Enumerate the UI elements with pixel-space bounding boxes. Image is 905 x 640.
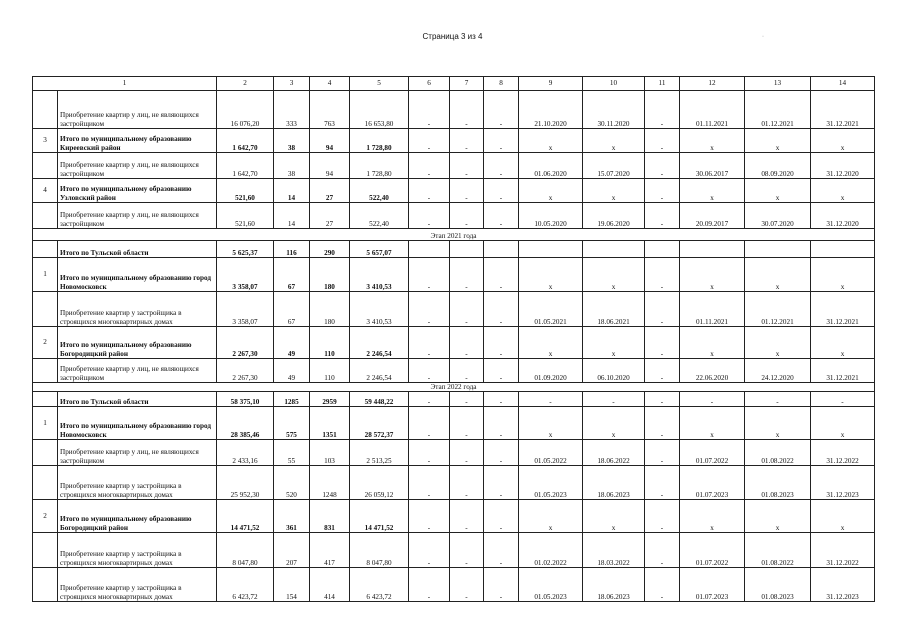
table-row [33,292,875,327]
table-cell: 01.07.2023 [680,568,745,602]
table-cell: - [409,153,450,179]
table-cell: 1248 [310,466,350,500]
row-description: Итого по муниципальному образованию Киреевский район [58,129,217,153]
table-cell: 94 [310,153,350,179]
table-cell: 31.12.2023 [811,568,875,602]
table-cell: x [745,327,811,359]
table-cell: - [645,533,680,568]
column-header: 2 [217,77,274,91]
page-header: Страница 3 из 4 [422,32,483,41]
table-row [33,203,875,229]
row-index: 1 [33,258,58,292]
column-header: 1 [33,77,217,91]
row-index: 3 [33,129,58,153]
table-cell: - [450,392,484,407]
table-cell: 31.12.2021 [811,359,875,383]
row-description: Приобретение квартир у лиц, не являющихся застройщиком [58,359,217,383]
table-cell: 01.05.2021 [519,292,583,327]
row-index [33,359,58,383]
table-cell: - [645,179,680,203]
table-cell: 8 047,80 [217,533,274,568]
table-cell: - [409,533,450,568]
table-cell: 49 [274,327,310,359]
table-cell: 01.05.2023 [519,568,583,602]
table-cell: 18.03.2022 [583,533,645,568]
row-index [33,392,58,407]
row-description: Итого по Тульской области [58,392,217,407]
table-cell: - [484,327,519,359]
table-cell: 67 [274,258,310,292]
row-index [33,292,58,327]
table-cell: 01.05.2023 [519,466,583,500]
table-cell: - [409,440,450,466]
row-description: Приобретение квартир у лиц, не являющихся застройщиком [58,153,217,179]
table-cell: - [450,91,484,129]
table-cell: 28 572,37 [350,407,409,440]
table-cell: - [484,203,519,229]
table-cell: - [484,500,519,533]
table-cell: 417 [310,533,350,568]
column-header: 10 [583,77,645,91]
row-description: Приобретение квартир у лиц, не являющихся застройщиком [58,203,217,229]
table-row [33,440,875,466]
table-cell [680,241,745,258]
table-cell: - [583,392,645,407]
table-cell: 26 059,12 [350,466,409,500]
table-cell: 01.09.2020 [519,359,583,383]
table-cell: - [409,129,450,153]
table-cell: - [484,292,519,327]
table-cell: - [645,91,680,129]
table-row [33,359,875,383]
table-cell: - [409,327,450,359]
table-cell: 27 [310,203,350,229]
column-header: 4 [310,77,350,91]
table-cell: 01.12.2021 [745,91,811,129]
table-cell: x [811,327,875,359]
table-cell: x [583,500,645,533]
table-cell: - [645,129,680,153]
table-cell: - [409,392,450,407]
table-cell: 31.12.2020 [811,203,875,229]
table-cell: x [680,179,745,203]
table-cell: - [409,407,450,440]
table-cell [745,241,811,258]
page-mark: · [762,34,764,40]
table-cell: - [645,568,680,602]
table-row [33,179,875,203]
row-description: Итого по муниципальному образованию Богородицкий район [58,327,217,359]
table-cell: - [484,407,519,440]
table-cell: - [450,292,484,327]
table-cell: 31.12.2022 [811,533,875,568]
table-cell: - [484,466,519,500]
table-cell: x [745,258,811,292]
table-cell: - [450,440,484,466]
table-cell [484,241,519,258]
table-row [33,500,875,533]
table-cell: 361 [274,500,310,533]
table-cell: 01.08.2022 [745,533,811,568]
table-cell: 14 471,52 [217,500,274,533]
row-description: Приобретение квартир у застройщика в строящихся многоквартирных домах [58,533,217,568]
table-cell [583,241,645,258]
stage-row [33,383,875,392]
table-cell: 522,40 [350,179,409,203]
table-cell: 5 625,37 [217,241,274,258]
table-cell: 31.12.2023 [811,466,875,500]
row-index [33,568,58,602]
table-row [33,241,875,258]
row-description: Приобретение квартир у застройщика в строящихся многоквартирных домах [58,466,217,500]
row-index [33,91,58,129]
table-cell: 575 [274,407,310,440]
table-cell [519,241,583,258]
table-cell: - [484,440,519,466]
row-index: 1 [33,407,58,440]
table-cell: 16 653,80 [350,91,409,129]
table-cell: 18.06.2023 [583,568,645,602]
row-description: Приобретение квартир у застройщика в строящихся многоквартирных домах [58,292,217,327]
table-cell: 10.05.2020 [519,203,583,229]
row-index [33,533,58,568]
table-cell: - [484,392,519,407]
table-cell: x [519,327,583,359]
table-cell: 154 [274,568,310,602]
table-cell: 1351 [310,407,350,440]
table-cell: - [450,407,484,440]
table-cell: 01.07.2022 [680,440,745,466]
table-cell: x [680,258,745,292]
table-cell: 31.12.2021 [811,91,875,129]
table-cell: x [811,407,875,440]
table-cell: 18.06.2021 [583,292,645,327]
table-cell: 333 [274,91,310,129]
table-cell: 16 076,20 [217,91,274,129]
table-cell: x [519,500,583,533]
table-cell: - [484,179,519,203]
table-cell: 31.12.2020 [811,153,875,179]
table-cell: - [645,153,680,179]
row-description: Приобретение квартир у застройщика в строящихся многоквартирных домах [58,568,217,602]
table-cell: x [583,179,645,203]
column-header: 12 [680,77,745,91]
column-header: 6 [409,77,450,91]
table-cell: 24.12.2020 [745,359,811,383]
table-cell: 3 358,07 [217,292,274,327]
table-cell: - [450,129,484,153]
column-header: 7 [450,77,484,91]
table-cell: 06.10.2020 [583,359,645,383]
column-header: 3 [274,77,310,91]
table-cell: 180 [310,258,350,292]
table-cell: - [450,203,484,229]
table-cell: 2 246,54 [350,359,409,383]
column-header: 11 [645,77,680,91]
table-cell: - [450,466,484,500]
table-cell: x [811,179,875,203]
table-cell: 180 [310,292,350,327]
table-cell: 14 471,52 [350,500,409,533]
table-cell: 3 410,53 [350,292,409,327]
table-cell: 01.07.2023 [680,466,745,500]
table-cell: - [409,500,450,533]
table-cell: - [811,392,875,407]
column-header: 13 [745,77,811,91]
table-cell: 1 642,70 [217,153,274,179]
table-cell: 3 358,07 [217,258,274,292]
table-cell: 6 423,72 [217,568,274,602]
table-cell: - [450,179,484,203]
table-cell: 6 423,72 [350,568,409,602]
table-cell: - [484,258,519,292]
table-cell: 1 642,70 [217,129,274,153]
table-cell: x [583,258,645,292]
table-cell: x [583,407,645,440]
table-cell: 55 [274,440,310,466]
table-cell: 01.06.2020 [519,153,583,179]
table-cell [645,241,680,258]
table-cell: 110 [310,359,350,383]
table-cell: - [409,359,450,383]
row-index: 2 [33,327,58,359]
table-cell: - [645,292,680,327]
table-cell: - [409,466,450,500]
table-cell: 290 [310,241,350,258]
table-cell: 3 410,53 [350,258,409,292]
table-cell: - [409,179,450,203]
table-cell: 01.02.2022 [519,533,583,568]
table-row [33,129,875,153]
table-row [33,327,875,359]
table-cell: 2959 [310,392,350,407]
table-cell: x [811,258,875,292]
row-index [33,241,58,258]
table-cell: x [745,500,811,533]
table-cell: x [745,407,811,440]
table-cell: - [645,500,680,533]
table-cell: 30.06.2017 [680,153,745,179]
table-cell: 2 433,16 [217,440,274,466]
table-cell: - [645,359,680,383]
table-cell: - [450,359,484,383]
data-table [32,76,875,602]
column-header: 5 [350,77,409,91]
table-cell: - [409,91,450,129]
table-cell: - [450,153,484,179]
table-cell: - [450,327,484,359]
table-cell: 116 [274,241,310,258]
table-cell: 01.11.2021 [680,292,745,327]
table-cell: 01.08.2023 [745,466,811,500]
table-cell: 30.11.2020 [583,91,645,129]
table-row [33,258,875,292]
table-cell: x [583,129,645,153]
table-row [33,533,875,568]
column-header: 8 [484,77,519,91]
table-cell [409,241,450,258]
row-index [33,440,58,466]
table-cell: - [450,568,484,602]
table-cell: 103 [310,440,350,466]
row-index: 4 [33,179,58,203]
table-cell: 2 246,54 [350,327,409,359]
table-cell: 31.12.2022 [811,440,875,466]
table-cell: x [519,129,583,153]
table-cell [811,241,875,258]
table-cell: 18.06.2022 [583,440,645,466]
stage-row [33,229,875,241]
table-cell: - [450,258,484,292]
table-cell: - [519,392,583,407]
table-cell: 1 728,80 [350,129,409,153]
table-cell: 59 448,22 [350,392,409,407]
table-cell: 2 267,30 [217,327,274,359]
table-cell: - [450,500,484,533]
stage-title: Этап 2021 года [33,229,875,241]
table-cell: - [484,359,519,383]
table-cell: x [680,407,745,440]
column-header: 14 [811,77,875,91]
table-cell: 763 [310,91,350,129]
table-cell: 01.07.2022 [680,533,745,568]
table-cell: - [409,292,450,327]
table-cell: 25 952,30 [217,466,274,500]
table-cell: 30.07.2020 [745,203,811,229]
table-cell: 67 [274,292,310,327]
table-cell: 21.10.2020 [519,91,583,129]
table-cell: 01.05.2022 [519,440,583,466]
row-description: Итого по муниципальному образованию город Новомосковск [58,407,217,440]
table-row [33,407,875,440]
table-cell: 14 [274,203,310,229]
table-cell: 94 [310,129,350,153]
table-cell: 8 047,80 [350,533,409,568]
table-cell: 22.06.2020 [680,359,745,383]
table-cell: 01.12.2021 [745,292,811,327]
table-cell: x [745,129,811,153]
table-cell: x [811,500,875,533]
table-cell: 1285 [274,392,310,407]
table-cell: 38 [274,129,310,153]
table-row [33,568,875,602]
row-description: Итого по муниципальному образованию Богородицкий район [58,500,217,533]
table-cell: 831 [310,500,350,533]
table-cell: 520 [274,466,310,500]
table-cell: 31.12.2021 [811,292,875,327]
table-cell: - [450,533,484,568]
table-cell: x [680,500,745,533]
table-cell: 01.08.2023 [745,568,811,602]
table-cell: 521,60 [217,203,274,229]
table-cell: - [484,568,519,602]
row-description: Итого по муниципальному образованию Узловский район [58,179,217,203]
table-cell: - [745,392,811,407]
table-cell: 2 513,25 [350,440,409,466]
table-row [33,91,875,129]
table-cell: 01.08.2022 [745,440,811,466]
table-row [33,466,875,500]
table-cell: x [811,129,875,153]
row-index: 2 [33,500,58,533]
table-cell: - [645,440,680,466]
table-cell: x [519,407,583,440]
table-cell: - [409,568,450,602]
column-header: 9 [519,77,583,91]
table-cell: 18.06.2023 [583,466,645,500]
row-description: Приобретение квартир у лиц, не являющихся застройщиком [58,440,217,466]
table-cell: 38 [274,153,310,179]
row-description: Приобретение квартир у лиц, не являющихся застройщиком [58,91,217,129]
table-cell: - [409,258,450,292]
table-cell: x [680,327,745,359]
table-cell: - [680,392,745,407]
table-cell: - [484,129,519,153]
table-cell: x [745,179,811,203]
table-cell: x [583,327,645,359]
table-cell: x [519,258,583,292]
table-cell: x [680,129,745,153]
table-cell: 20.09.2017 [680,203,745,229]
table-cell: 521,60 [217,179,274,203]
table-cell: x [519,179,583,203]
row-index [33,203,58,229]
table-cell: - [484,153,519,179]
table-cell: 207 [274,533,310,568]
row-description: Итого по Тульской области [58,241,217,258]
table-cell: - [645,466,680,500]
table-cell: - [484,91,519,129]
table-cell: 110 [310,327,350,359]
table-cell: - [645,407,680,440]
table-cell: 28 385,46 [217,407,274,440]
row-index [33,153,58,179]
table-cell: - [409,203,450,229]
table-cell: 49 [274,359,310,383]
table-cell: - [484,533,519,568]
table-cell [450,241,484,258]
table-cell: 14 [274,179,310,203]
table-cell: 08.09.2020 [745,153,811,179]
table-cell: 2 267,30 [217,359,274,383]
table-cell: 1 728,80 [350,153,409,179]
table-cell: - [645,258,680,292]
table-cell: 01.11.2021 [680,91,745,129]
row-index [33,466,58,500]
table-cell: 15.07.2020 [583,153,645,179]
table-row [33,392,875,407]
header-row [33,77,875,91]
row-description: Итого по муниципальному образованию город Новомосковск [58,258,217,292]
table-cell: - [645,392,680,407]
table-cell: 414 [310,568,350,602]
stage-title: Этап 2022 года [33,383,875,392]
table-cell: 27 [310,179,350,203]
table-row [33,153,875,179]
table-cell: 522,40 [350,203,409,229]
table-cell: - [645,327,680,359]
table-cell: - [645,203,680,229]
table-cell: 58 375,10 [217,392,274,407]
table-cell: 19.06.2020 [583,203,645,229]
table-cell: 5 657,07 [350,241,409,258]
